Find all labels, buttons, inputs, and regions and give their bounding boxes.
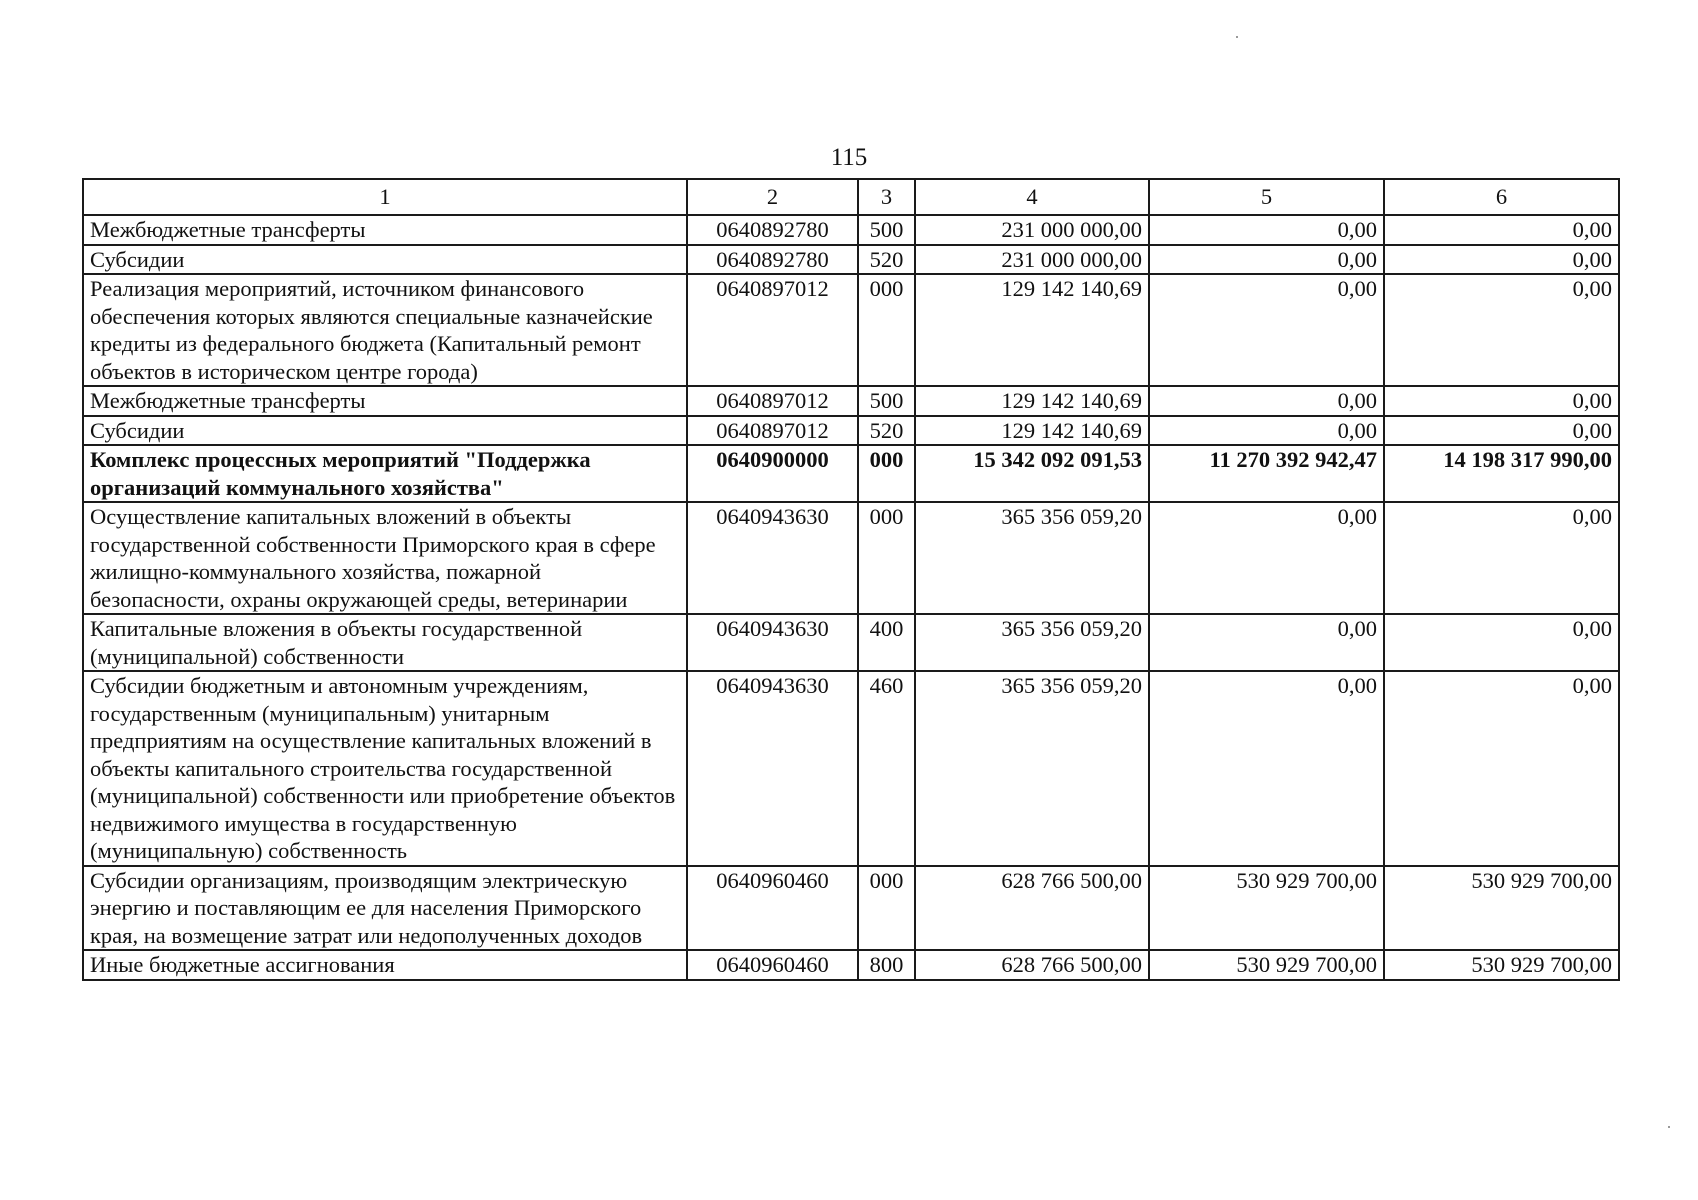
- row-name: Иные бюджетные ассигнования: [83, 950, 687, 980]
- row-amount-5: 0,00: [1149, 215, 1384, 245]
- row-name: Субсидии: [83, 416, 687, 446]
- row-amount-6: 0,00: [1384, 671, 1619, 866]
- column-header-1: 1: [83, 179, 687, 215]
- column-header-3: 3: [858, 179, 915, 215]
- row-amount-4: 365 356 059,20: [915, 614, 1149, 671]
- row-expense-type: 000: [858, 274, 915, 386]
- row-code: 0640943630: [687, 671, 858, 866]
- scan-speck: [1236, 36, 1238, 38]
- budget-table: [82, 178, 1620, 981]
- row-code: 0640960460: [687, 950, 858, 980]
- row-amount-6: 0,00: [1384, 614, 1619, 671]
- row-code: 0640892780: [687, 245, 858, 275]
- row-expense-type: 520: [858, 245, 915, 275]
- row-amount-4: 628 766 500,00: [915, 950, 1149, 980]
- row-expense-type: 800: [858, 950, 915, 980]
- row-amount-6: 0,00: [1384, 416, 1619, 446]
- row-expense-type: 000: [858, 502, 915, 614]
- table-row: [83, 386, 1619, 416]
- row-name: Межбюджетные трансферты: [83, 215, 687, 245]
- row-name: Осуществление капитальных вложений в объекты государственной собственности Приморского края в сфере жилищно-коммунального хозяйства, пожарной безопасности, охраны окружающей среды, ветеринарии: [83, 502, 687, 614]
- row-amount-6: 530 929 700,00: [1384, 866, 1619, 951]
- scan-speck: [1668, 1126, 1670, 1128]
- row-amount-6: 0,00: [1384, 502, 1619, 614]
- row-expense-type: 000: [858, 445, 915, 502]
- row-name: Капитальные вложения в объекты государственной (муниципальной) собственности: [83, 614, 687, 671]
- row-name: Субсидии бюджетным и автономным учреждениям, государственным (муниципальным) унитарным предприятиям на осуществление капитальных вложений в объекты капитального строительства государственной (муниципальной) собственности или приобретение объектов недвижимого имущества в государственную (муниципальную) собственность: [83, 671, 687, 866]
- row-amount-6: 0,00: [1384, 215, 1619, 245]
- table-row: [83, 614, 1619, 671]
- page-number: 115: [830, 144, 868, 171]
- row-amount-5: 0,00: [1149, 502, 1384, 614]
- row-code: 0640897012: [687, 274, 858, 386]
- table-row: [83, 245, 1619, 275]
- table-row-section-total: [83, 445, 1619, 502]
- row-expense-type: 500: [858, 386, 915, 416]
- column-header-5: 5: [1149, 179, 1384, 215]
- table-row: [83, 215, 1619, 245]
- row-amount-6: 530 929 700,00: [1384, 950, 1619, 980]
- row-amount-5: 530 929 700,00: [1149, 950, 1384, 980]
- row-amount-4: 628 766 500,00: [915, 866, 1149, 951]
- row-name: Комплекс процессных мероприятий "Поддержка организаций коммунального хозяйства": [83, 445, 687, 502]
- row-amount-6: 14 198 317 990,00: [1384, 445, 1619, 502]
- column-header-2: 2: [687, 179, 858, 215]
- row-expense-type: 400: [858, 614, 915, 671]
- table-row: [83, 671, 1619, 866]
- row-expense-type: 000: [858, 866, 915, 951]
- row-code: 0640943630: [687, 614, 858, 671]
- row-code: 0640892780: [687, 215, 858, 245]
- row-amount-6: 0,00: [1384, 386, 1619, 416]
- row-code: 0640943630: [687, 502, 858, 614]
- table-row: [83, 866, 1619, 951]
- row-amount-5: 530 929 700,00: [1149, 866, 1384, 951]
- row-expense-type: 460: [858, 671, 915, 866]
- table-row: [83, 950, 1619, 980]
- table-row: [83, 416, 1619, 446]
- row-name: Межбюджетные трансферты: [83, 386, 687, 416]
- row-amount-4: 365 356 059,20: [915, 502, 1149, 614]
- row-name: Субсидии: [83, 245, 687, 275]
- row-name: Реализация мероприятий, источником финансового обеспечения которых являются специальные казначейские кредиты из федерального бюджета (Капитальный ремонт объектов в историческом центре города): [83, 274, 687, 386]
- row-amount-5: 0,00: [1149, 671, 1384, 866]
- header-row: [83, 179, 1619, 215]
- row-code: 0640897012: [687, 386, 858, 416]
- row-amount-5: 0,00: [1149, 386, 1384, 416]
- row-amount-5: 0,00: [1149, 245, 1384, 275]
- row-amount-6: 0,00: [1384, 245, 1619, 275]
- row-amount-4: 365 356 059,20: [915, 671, 1149, 866]
- row-name: Субсидии организациям, производящим электрическую энергию и поставляющим ее для населения Приморского края, на возмещение затрат или недополученных доходов: [83, 866, 687, 951]
- row-amount-4: 231 000 000,00: [915, 245, 1149, 275]
- row-amount-4: 129 142 140,69: [915, 416, 1149, 446]
- row-expense-type: 520: [858, 416, 915, 446]
- row-expense-type: 500: [858, 215, 915, 245]
- table-row: [83, 502, 1619, 614]
- row-amount-5: 0,00: [1149, 274, 1384, 386]
- row-amount-4: 129 142 140,69: [915, 386, 1149, 416]
- row-amount-6: 0,00: [1384, 274, 1619, 386]
- row-amount-5: 0,00: [1149, 416, 1384, 446]
- row-amount-4: 129 142 140,69: [915, 274, 1149, 386]
- row-amount-4: 15 342 092 091,53: [915, 445, 1149, 502]
- column-header-4: 4: [915, 179, 1149, 215]
- row-amount-5: 0,00: [1149, 614, 1384, 671]
- row-code: 0640897012: [687, 416, 858, 446]
- row-code: 0640900000: [687, 445, 858, 502]
- table-row: [83, 274, 1619, 386]
- row-amount-4: 231 000 000,00: [915, 215, 1149, 245]
- column-header-6: 6: [1384, 179, 1619, 215]
- row-code: 0640960460: [687, 866, 858, 951]
- row-amount-5: 11 270 392 942,47: [1149, 445, 1384, 502]
